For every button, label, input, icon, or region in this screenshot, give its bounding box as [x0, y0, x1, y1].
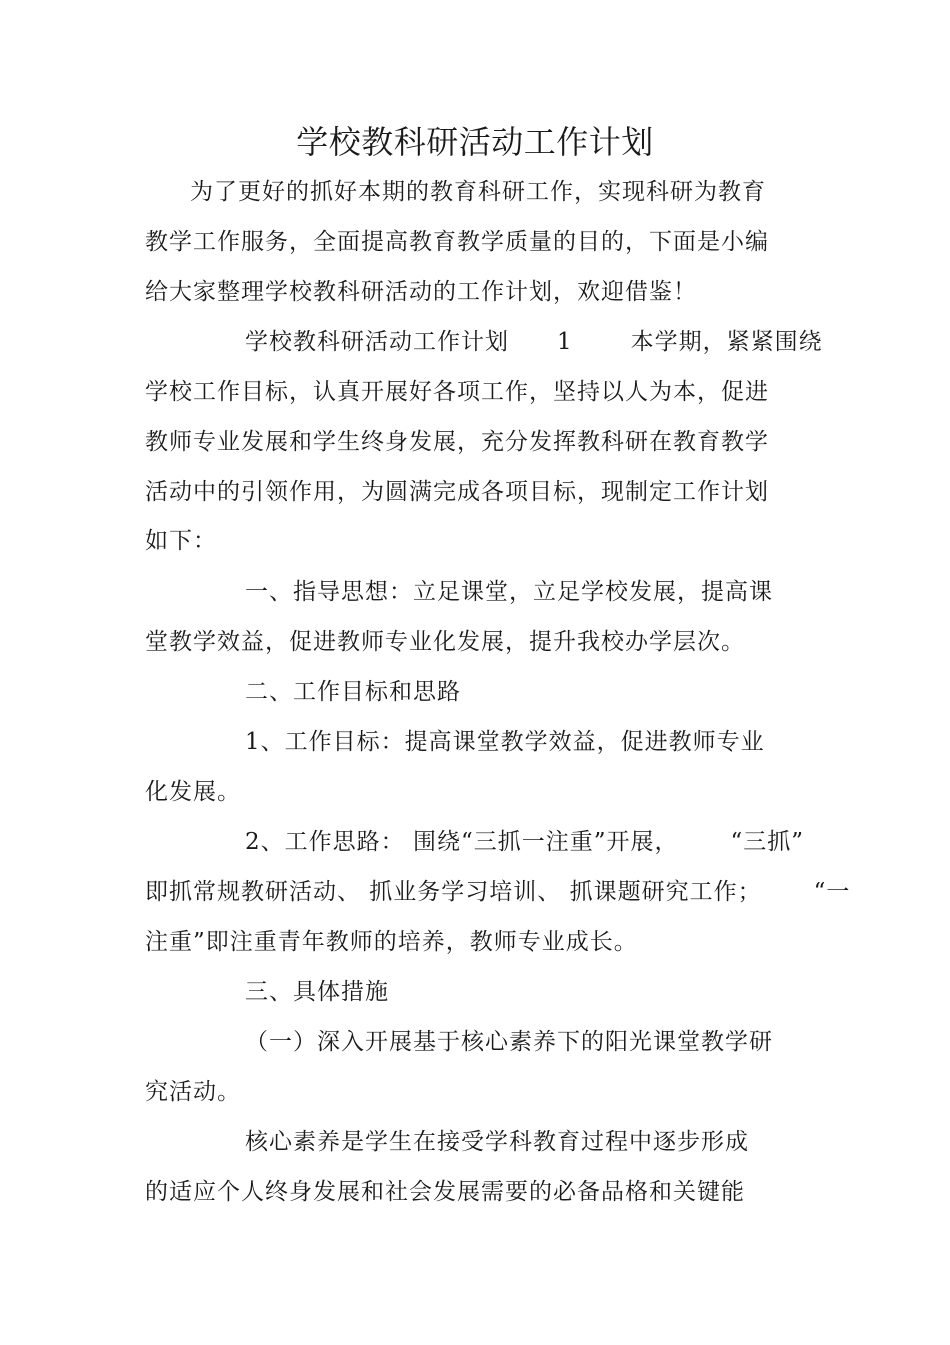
core-line-2: 的适应个人终身发展和社会发展需要的必备品格和关键能	[145, 1179, 745, 1205]
plan-heading-number: 1	[557, 329, 573, 355]
goal-line-2: 化发展。	[145, 779, 241, 805]
approach-line-2	[145, 876, 850, 908]
approach-line-2-a: 即抓常规教研活动、 抓业务学习培训、 抓课题研究工作；	[145, 879, 762, 905]
para1-line-4: 如下：	[145, 528, 217, 554]
approach-line-1	[245, 826, 804, 858]
measure1-line-1: （一）深入开展基于核心素养下的阳光课堂教学研	[245, 1029, 773, 1055]
intro-line-1: 为了更好的抓好本期的教育科研工作，实现科研为教育	[190, 179, 766, 205]
plan-heading-title: 学校教科研活动工作计划	[245, 329, 509, 355]
para1-line-1: 学校工作目标，认真开展好各项工作，坚持以人为本，促进	[145, 379, 769, 405]
document-title: 学校教科研活动工作计划	[296, 123, 654, 161]
plan-heading-line	[245, 326, 823, 358]
para1-line-3: 活动中的引领作用，为圆满完成各项目标，现制定工作计划	[145, 479, 769, 505]
goal-line-1: 1、工作目标：提高课堂教学效益，促进教师专业	[245, 729, 765, 755]
core-line-1: 核心素养是学生在接受学科教育过程中逐步形成	[245, 1129, 749, 1155]
para1-line-2: 教师专业发展和学生终身发展，充分发挥教科研在教育教学	[145, 429, 769, 455]
section1-line-2: 堂教学效益，促进教师专业化发展，提升我校办学层次。	[145, 629, 745, 655]
plan-heading-lead: 本学期，紧紧围绕	[630, 329, 823, 355]
intro-line-3: 给大家整理学校教科研活动的工作计划，欢迎借鉴！	[145, 279, 697, 305]
section1-line-1: 一、指导思想：立足课堂，立足学校发展，提高课	[245, 579, 773, 605]
intro-line-2: 教学工作服务，全面提高教育教学质量的目的，下面是小编	[145, 229, 769, 255]
approach-line-2-b: “一	[813, 879, 851, 905]
approach-line-1-a: 2、工作思路： 围绕“三抓一注重”开展，	[245, 829, 679, 855]
section3-heading: 三、具体措施	[245, 979, 389, 1005]
section2-heading: 二、工作目标和思路	[245, 679, 461, 705]
measure1-line-2: 究活动。	[145, 1079, 241, 1105]
approach-line-3: 注重”即注重青年教师的培养，教师专业成长。	[145, 929, 638, 955]
approach-line-1-b: “三抓”	[730, 829, 804, 855]
